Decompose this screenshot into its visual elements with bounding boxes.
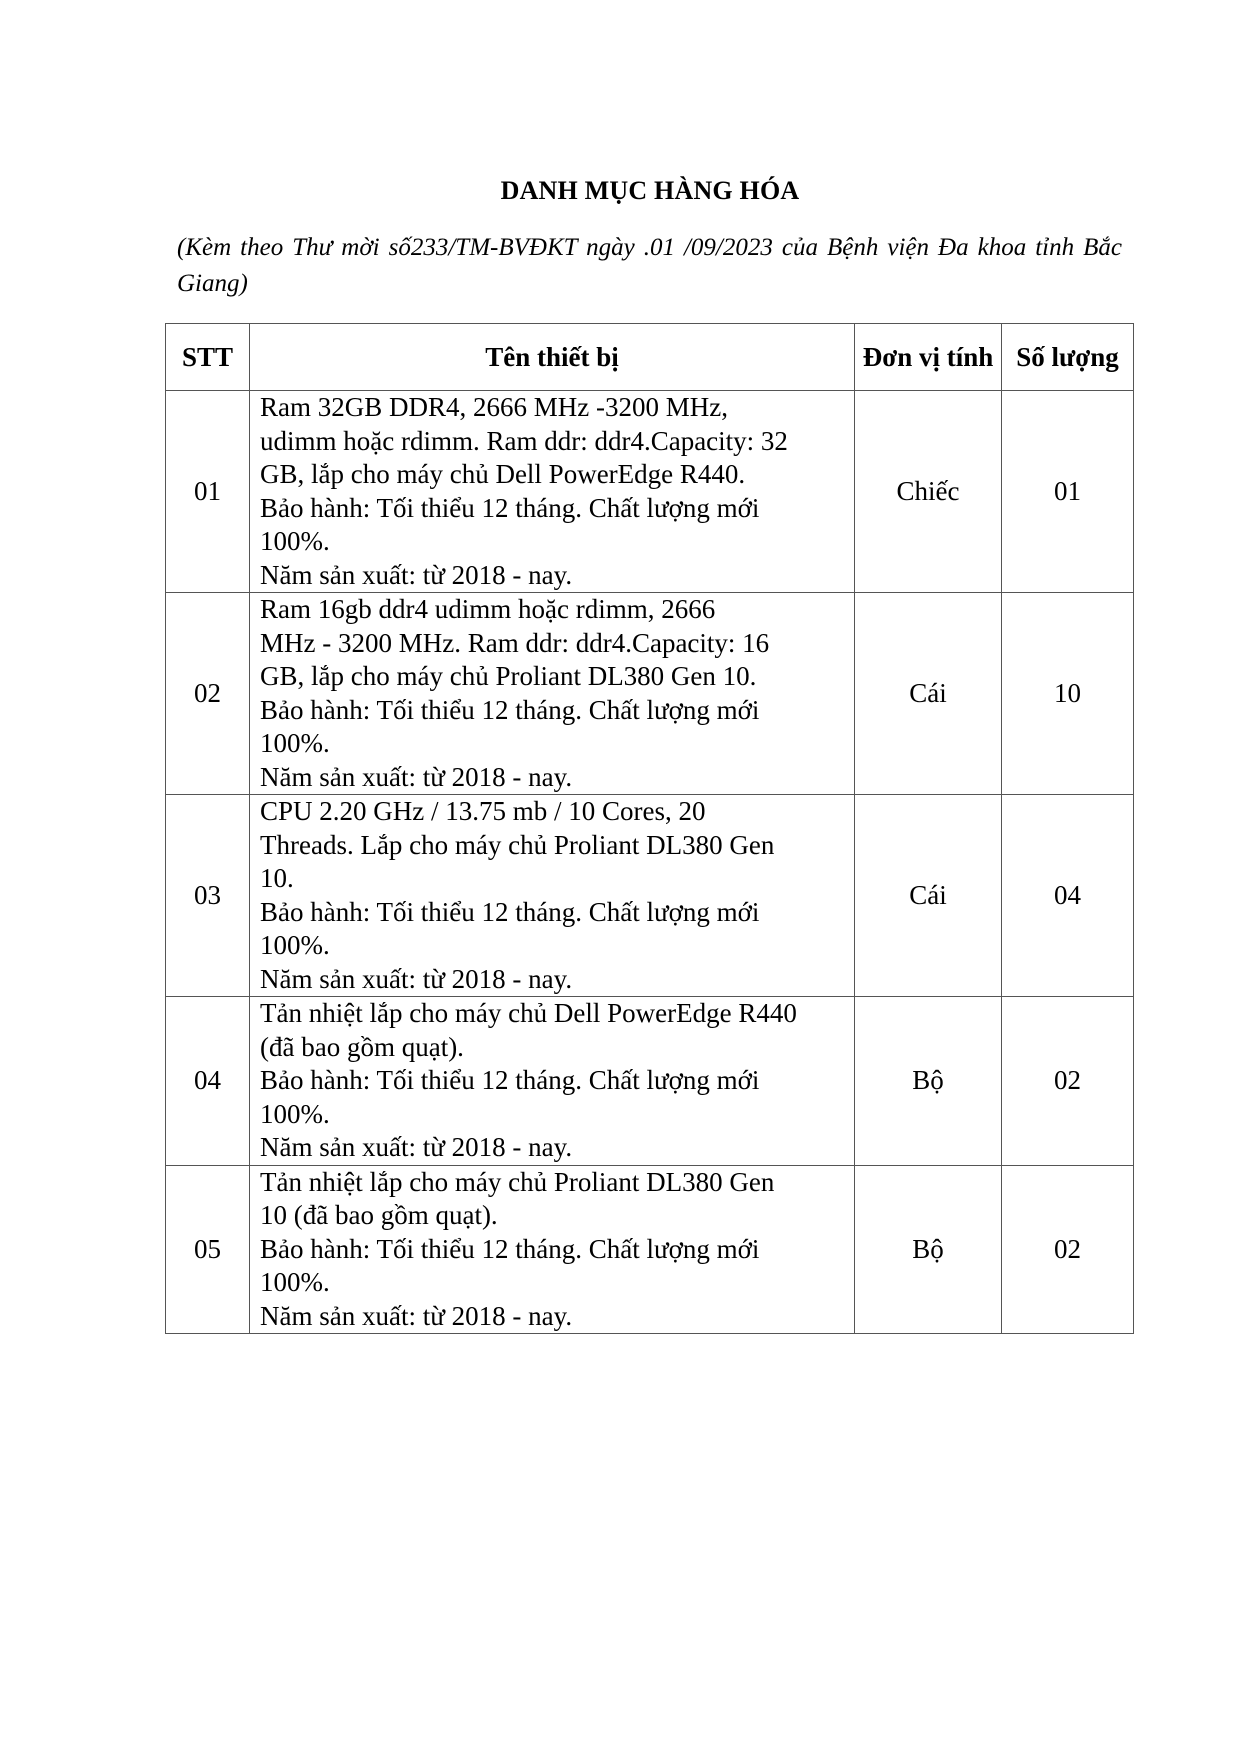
row-description: [250, 391, 855, 593]
row-stt: 04: [166, 997, 250, 1166]
description-line: 10 (đã bao gồm quạt).: [260, 1200, 498, 1230]
row-quantity: 02: [1002, 1165, 1134, 1334]
row-stt: 01: [166, 391, 250, 593]
description-line: Bảo hành: Tối thiểu 12 tháng. Chất lượng mới: [260, 1065, 760, 1095]
row-stt: 02: [166, 593, 250, 795]
description-line: Bảo hành: Tối thiểu 12 tháng. Chất lượng mới: [260, 492, 760, 523]
row-unit: Bộ: [855, 1165, 1002, 1334]
row-quantity: 10: [1002, 593, 1134, 795]
description-line: Ram 32GB DDR4, 2666 MHz -3200 MHz,: [260, 392, 728, 422]
description-line: 100%.: [260, 1098, 330, 1129]
description-line: GB, lắp cho máy chủ Dell PowerEdge R440.: [260, 459, 746, 489]
description-line: Năm sản xuất: từ 2018 - nay.: [260, 963, 573, 994]
description-line: Năm sản xuất: từ 2018 - nay.: [260, 1300, 573, 1331]
description-line: udimm hoặc rdimm. Ram ddr: ddr4.Capacity: 32: [260, 425, 788, 456]
document-subtitle: (Kèm theo Thư mời số233/TM-BVĐKT ngày .01 /09/2023 của Bệnh viện Đa khoa tỉnh Bắc Giang): [177, 234, 1122, 297]
description-line: Năm sản xuất: từ 2018 - nay.: [260, 559, 573, 590]
description-line: Bảo hành: Tối thiểu 12 tháng. Chất lượng mới: [260, 694, 760, 725]
table-row: [166, 795, 1134, 997]
row-unit: Chiếc: [855, 391, 1002, 593]
table-row: [166, 997, 1134, 1166]
row-description: [250, 1165, 855, 1334]
description-line: CPU 2.20 GHz / 13.75 mb / 10 Cores, 20: [260, 796, 706, 826]
table-row: [166, 1165, 1134, 1334]
row-unit: Bộ: [855, 997, 1002, 1166]
description-line: Threads. Lắp cho máy chủ Proliant DL380 Gen: [260, 829, 775, 860]
description-line: (đã bao gồm quạt).: [260, 1031, 464, 1062]
description-line: 100%.: [260, 1267, 330, 1297]
row-quantity: 02: [1002, 997, 1134, 1166]
description-line: 100%.: [260, 526, 330, 556]
description-line: Tản nhiệt lắp cho máy chủ Proliant DL380 Gen: [260, 1166, 775, 1197]
description-line: Bảo hành: Tối thiểu 12 tháng. Chất lượng mới: [260, 1233, 760, 1264]
document-title: DANH MỤC HÀNG HÓA: [500, 176, 800, 205]
description-line: GB, lắp cho máy chủ Proliant DL380 Gen 10.: [260, 661, 757, 691]
description-line: 100%.: [260, 930, 330, 960]
description-line: Tản nhiệt lắp cho máy chủ Dell PowerEdge R440: [260, 998, 797, 1028]
description-line: Bảo hành: Tối thiểu 12 tháng. Chất lượng mới: [260, 896, 760, 927]
description-line: Năm sản xuất: từ 2018 - nay.: [260, 1132, 573, 1162]
header-unit: Đơn vị tính: [855, 324, 1002, 391]
description-line: 100%.: [260, 728, 330, 758]
goods-table: [165, 323, 1134, 1334]
row-unit: Cái: [855, 795, 1002, 997]
description-line: Năm sản xuất: từ 2018 - nay.: [260, 761, 573, 792]
row-stt: 05: [166, 1165, 250, 1334]
description-line: 10.: [260, 863, 294, 893]
header-quantity: Số lượng: [1002, 324, 1134, 391]
description-line: MHz - 3200 MHz. Ram ddr: ddr4.Capacity: 16: [260, 627, 770, 658]
row-unit: Cái: [855, 593, 1002, 795]
row-stt: 03: [166, 795, 250, 997]
row-description: [250, 997, 855, 1166]
header-name: Tên thiết bị: [250, 324, 855, 391]
row-description: [250, 593, 855, 795]
row-quantity: 01: [1002, 391, 1134, 593]
table-row: [166, 593, 1134, 795]
row-description: [250, 795, 855, 997]
description-line: Ram 16gb ddr4 udimm hoặc rdimm, 2666: [260, 594, 716, 624]
table-header-row: [166, 324, 1134, 391]
row-quantity: 04: [1002, 795, 1134, 997]
table-row: [166, 391, 1134, 593]
header-stt: STT: [166, 324, 250, 391]
